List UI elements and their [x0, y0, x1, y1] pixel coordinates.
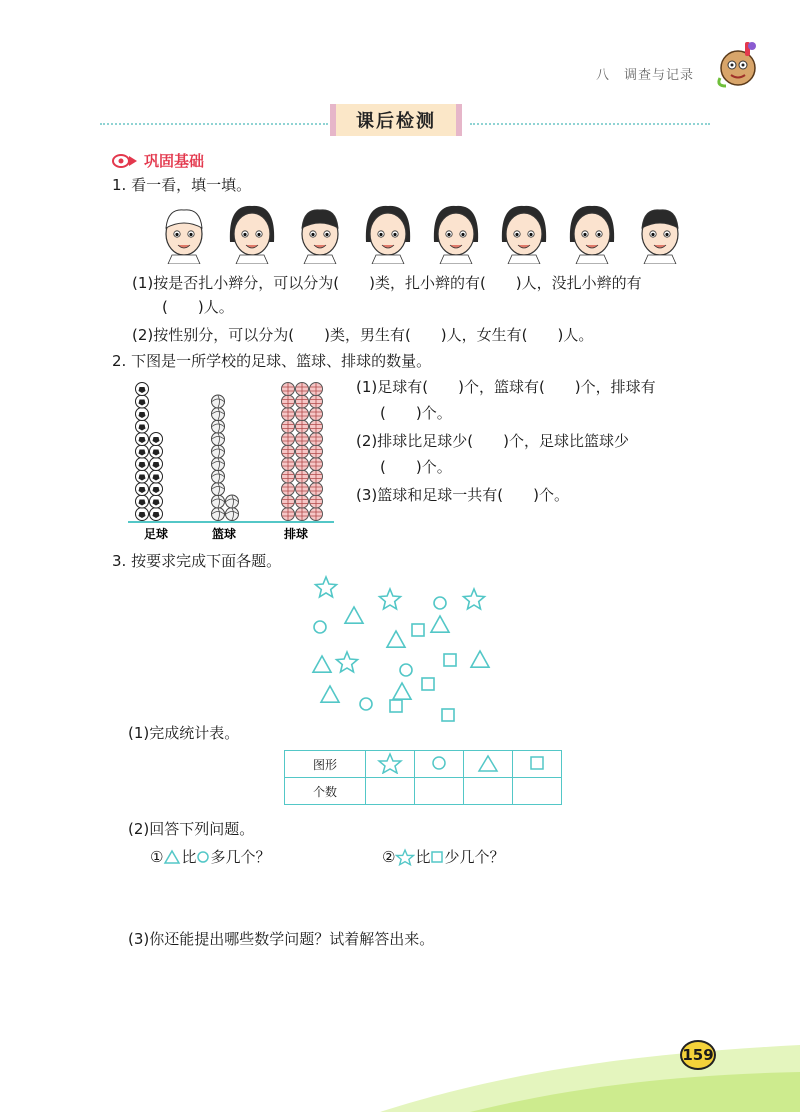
- table-triangle-icon: [464, 751, 513, 778]
- volleyball-ball-icon: [310, 458, 323, 471]
- q3-q1-text-a: 比: [181, 848, 197, 866]
- volleyball-ball-icon: [296, 395, 309, 408]
- football-ball-icon: [150, 433, 163, 446]
- basketball-ball-icon: [226, 508, 239, 521]
- header-rule-right: [470, 123, 710, 125]
- child-face-icon: [642, 210, 678, 264]
- child-face-icon: [502, 206, 546, 264]
- basketball-ball-icon: [212, 508, 225, 521]
- volleyball-ball-icon: [310, 433, 323, 446]
- child-face-icon: [302, 210, 338, 264]
- q2-part1-line2: ( )个。: [380, 404, 452, 422]
- eye-arrow-icon: [112, 154, 138, 168]
- table-square-icon: [513, 751, 562, 778]
- statistics-table: [284, 750, 562, 805]
- circle-shape: [434, 597, 446, 609]
- table-cell-circle-count[interactable]: [415, 778, 464, 805]
- q3-q1-text-b: 多几个？: [210, 848, 271, 866]
- circle-shape: [400, 664, 412, 676]
- q2-stem: 2. 下图是一所学校的足球、篮球、排球的数量。: [112, 352, 432, 370]
- basketball-ball-icon: [212, 445, 225, 458]
- football-ball-icon: [136, 395, 149, 408]
- triangle-icon: [163, 849, 181, 865]
- football-ball-icon: [150, 508, 163, 521]
- football-ball-icon: [136, 420, 149, 433]
- circle-shape: [314, 621, 326, 633]
- square-shape: [422, 678, 434, 690]
- table-header-shape: 图形: [285, 751, 366, 778]
- square-shape: [412, 624, 424, 636]
- table-header-count: 个数: [285, 778, 366, 805]
- table-cell-star-count[interactable]: [366, 778, 415, 805]
- star-shape: [464, 589, 485, 609]
- table-row: [285, 751, 562, 778]
- q3-part2-question1: [150, 846, 270, 868]
- q3-q2-text-a: 比: [415, 848, 431, 866]
- child-face-icon: [570, 206, 614, 264]
- page-number: 159: [680, 1040, 716, 1070]
- section-label: 巩固基础: [144, 152, 205, 170]
- star-shape: [380, 589, 401, 609]
- volleyball-ball-icon: [296, 445, 309, 458]
- football-ball-icon: [136, 433, 149, 446]
- basketball-ball-icon: [212, 495, 225, 508]
- q2-part1-line1: (1)足球有( )个，篮球有( )个，排球有: [356, 378, 656, 396]
- football-ball-icon: [136, 495, 149, 508]
- label-basketball: 篮球: [212, 527, 237, 541]
- child-face-icon: [434, 206, 478, 264]
- circle-shape: [360, 698, 372, 710]
- q2-part2-line2: ( )个。: [380, 458, 452, 476]
- football-ball-icon: [136, 408, 149, 421]
- q1-part1-line1: (1)按是否扎小辫分，可以分为( )类，扎小辫的有( )人，没扎小辫的有: [132, 274, 642, 292]
- q3-q2-text-b: 少几个？: [444, 848, 505, 866]
- volleyball-ball-icon: [282, 483, 295, 496]
- chapter-label: 八 调查与记录: [596, 68, 695, 83]
- header-rule-left: [100, 123, 328, 125]
- volleyball-ball-icon: [282, 408, 295, 421]
- volleyball-ball-icon: [296, 408, 309, 421]
- triangle-shape: [345, 607, 363, 623]
- table-circle-icon: [415, 751, 464, 778]
- label-football: 足球: [144, 527, 169, 541]
- volleyball-ball-icon: [310, 470, 323, 483]
- triangle-shape: [431, 616, 449, 632]
- q3-part1: (1)完成统计表。: [128, 724, 240, 742]
- q1-part1-line2: ( )人。: [162, 298, 234, 316]
- q2-part2-line1: (2)排球比足球少( )个，足球比篮球少: [356, 432, 629, 450]
- star-icon: [395, 848, 415, 866]
- q3-stem: 3. 按要求完成下面各题。: [112, 552, 282, 570]
- basketball-ball-icon: [212, 458, 225, 471]
- volleyball-ball-icon: [296, 470, 309, 483]
- volleyball-ball-icon: [282, 445, 295, 458]
- volleyball-ball-icon: [282, 495, 295, 508]
- volleyball-ball-icon: [296, 495, 309, 508]
- star-shape: [316, 577, 337, 597]
- triangle-shape: [393, 683, 411, 699]
- star-shape: [337, 652, 358, 672]
- football-ball-icon: [150, 495, 163, 508]
- q3-part3: (3)你还能提出哪些数学问题？试着解答出来。: [128, 930, 435, 948]
- table-cell-triangle-count[interactable]: [464, 778, 513, 805]
- q3-part2-question2: [382, 846, 504, 868]
- football-ball-icon: [150, 483, 163, 496]
- child-face-icon: [166, 210, 202, 264]
- basketball-ball-icon: [212, 483, 225, 496]
- volleyball-ball-icon: [296, 383, 309, 396]
- q3-q1-number: ①: [150, 848, 164, 866]
- volleyball-ball-icon: [282, 458, 295, 471]
- volleyball-ball-icon: [296, 433, 309, 446]
- football-ball-icon: [136, 383, 149, 396]
- volleyball-ball-icon: [310, 383, 323, 396]
- volleyball-ball-icon: [310, 483, 323, 496]
- page-title: 课后检测: [330, 104, 462, 136]
- child-face-icon: [230, 206, 274, 264]
- basketball-ball-icon: [212, 470, 225, 483]
- football-ball-icon: [136, 483, 149, 496]
- volleyball-ball-icon: [282, 395, 295, 408]
- mascot-icon: [712, 38, 762, 90]
- volleyball-ball-icon: [282, 383, 295, 396]
- volleyball-ball-icon: [310, 495, 323, 508]
- square-icon: [430, 850, 444, 864]
- ball-pictograph: [128, 372, 338, 544]
- q2-part3: (3)篮球和足球一共有( )个。: [356, 486, 569, 504]
- football-ball-icon: [136, 470, 149, 483]
- basketball-ball-icon: [226, 495, 239, 508]
- basketball-ball-icon: [212, 408, 225, 421]
- q3-q2-number: ②: [382, 848, 396, 866]
- volleyball-ball-icon: [310, 445, 323, 458]
- football-ball-icon: [150, 445, 163, 458]
- volleyball-ball-icon: [296, 458, 309, 471]
- volleyball-ball-icon: [296, 508, 309, 521]
- q3-part2: (2)回答下列问题。: [128, 820, 255, 838]
- volleyball-ball-icon: [296, 483, 309, 496]
- volleyball-ball-icon: [282, 420, 295, 433]
- basketball-ball-icon: [212, 433, 225, 446]
- table-row: [285, 778, 562, 805]
- football-ball-icon: [136, 458, 149, 471]
- basketball-ball-icon: [212, 395, 225, 408]
- scattered-shapes: [300, 570, 500, 730]
- label-volleyball: 排球: [284, 527, 309, 541]
- square-shape: [444, 654, 456, 666]
- volleyball-ball-icon: [282, 508, 295, 521]
- q1-stem: 1. 看一看，填一填。: [112, 176, 252, 194]
- children-faces-illustration: [158, 202, 718, 264]
- square-shape: [442, 709, 454, 721]
- section-heading: [112, 150, 204, 171]
- square-shape: [390, 700, 402, 712]
- football-ball-icon: [136, 445, 149, 458]
- football-ball-icon: [150, 470, 163, 483]
- volleyball-ball-icon: [310, 408, 323, 421]
- volleyball-ball-icon: [296, 420, 309, 433]
- volleyball-ball-icon: [310, 395, 323, 408]
- triangle-shape: [471, 651, 489, 667]
- triangle-shape: [387, 631, 405, 647]
- basketball-ball-icon: [212, 420, 225, 433]
- triangle-shape: [313, 656, 331, 672]
- volleyball-ball-icon: [282, 470, 295, 483]
- q1-part2: (2)按性别分，可以分为( )类，男生有( )人，女生有( )人。: [132, 326, 594, 344]
- triangle-shape: [321, 686, 339, 702]
- volleyball-ball-icon: [282, 433, 295, 446]
- volleyball-ball-icon: [310, 420, 323, 433]
- table-cell-square-count[interactable]: [513, 778, 562, 805]
- volleyball-ball-icon: [310, 508, 323, 521]
- football-ball-icon: [150, 458, 163, 471]
- football-ball-icon: [136, 508, 149, 521]
- circle-icon: [196, 850, 210, 864]
- child-face-icon: [366, 206, 410, 264]
- table-star-icon: [366, 751, 415, 778]
